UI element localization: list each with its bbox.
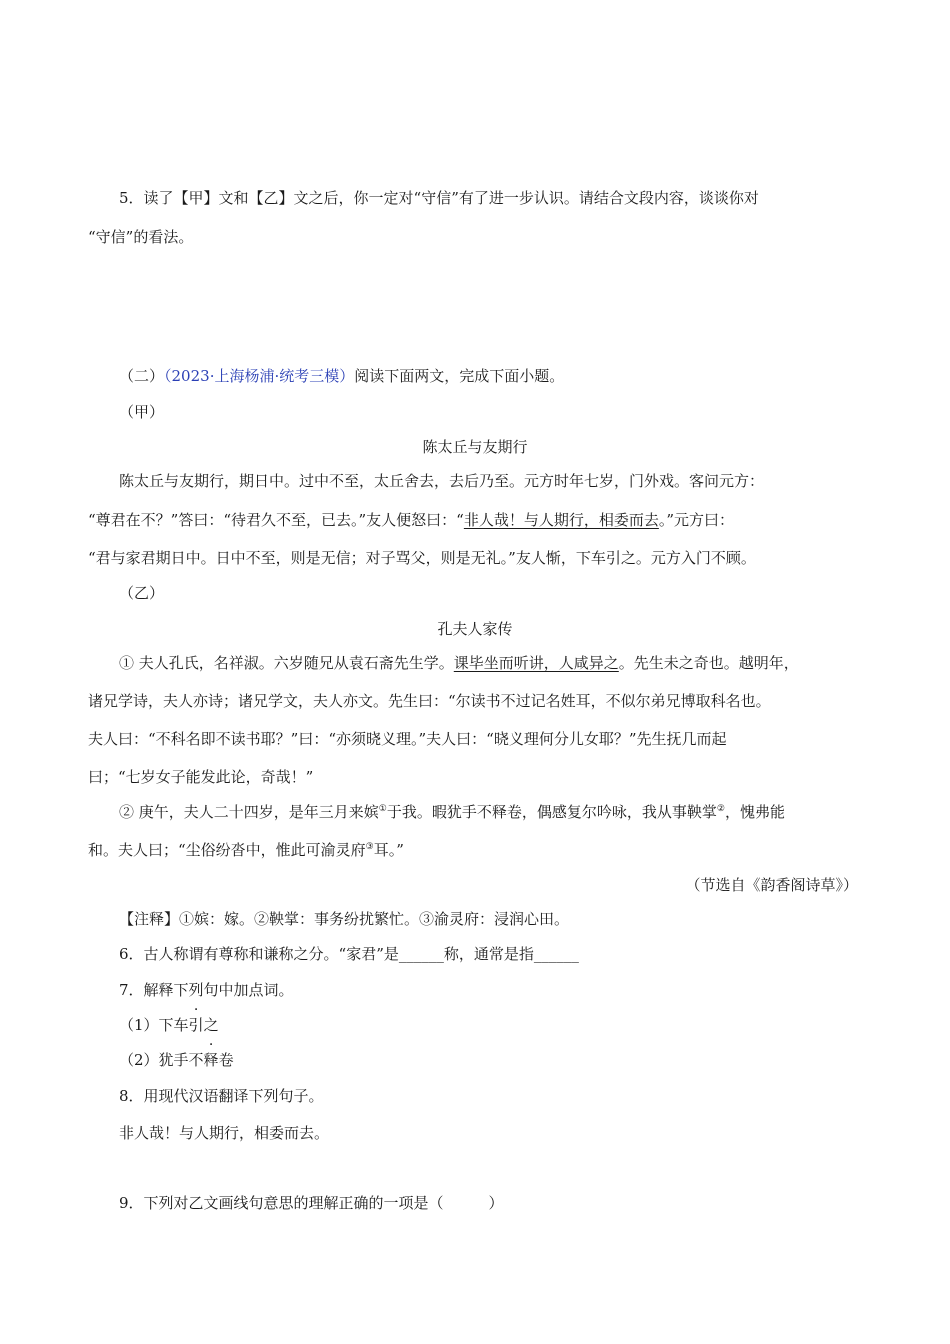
footnote-mark-2: ② bbox=[716, 804, 725, 814]
yi-p1-line1-b: 。先生未之奇也。越明年， bbox=[618, 654, 799, 672]
jia-title: 陈太丘与友期行 bbox=[422, 438, 528, 456]
yi-p1-line1-a: ① 夫人孔氏，名祥淑。六岁随兄从袁石斋先生学。 bbox=[119, 654, 454, 672]
q5-line1: 5．读了【甲】文和【乙】文之后，你一定对“守信”有了进一步认识。请结合文段内容，谈谈你对 bbox=[119, 189, 759, 207]
yi-title: 孔夫人家传 bbox=[437, 620, 513, 638]
yi-p2-line1-c: ，愧弗能 bbox=[724, 803, 785, 821]
q8-stem: 8．用现代汉语翻译下列句子。 bbox=[119, 1087, 324, 1105]
q6: 6．古人称谓有尊称和谦称之分。“家君”是______称，通常是指______ bbox=[119, 945, 579, 963]
jia-label: （甲） bbox=[119, 403, 165, 421]
jia-line2-a: “尊君在不？”答曰：“待君久不至，已去。”友人便怒曰：“ bbox=[88, 511, 464, 529]
dotted-char-yin: 引 bbox=[188, 1016, 204, 1034]
yi-p2-line2 bbox=[88, 840, 404, 860]
yi-underlined-sentence: 课毕坐而听讲，人咸异之 bbox=[453, 654, 619, 672]
section2-instruction: 阅读下面两文，完成下面小题。 bbox=[354, 367, 565, 385]
dotted-char-shi: 释 bbox=[203, 1051, 219, 1069]
footnote-mark-3: ③ bbox=[365, 842, 374, 852]
section2-prefix: （二） bbox=[119, 367, 165, 385]
yi-notes: 【注释】①嫔：嫁。②鞅掌：事务纷扰繁忙。③渝灵府：浸润心田。 bbox=[119, 910, 570, 928]
q7-item1 bbox=[119, 1015, 219, 1035]
jia-line1: 陈太丘与友期行，期日中。过中不至，太丘舍去，去后乃至。元方时年七岁，门外戏。客问元方： bbox=[119, 472, 765, 490]
q5-line2: “守信”的看法。 bbox=[88, 228, 194, 246]
q7-item2 bbox=[119, 1050, 234, 1070]
q8-sentence: 非人哉！与人期行，相委而去。 bbox=[119, 1124, 330, 1142]
section2-source: （2023·上海杨浦·统考三模） bbox=[164, 367, 355, 385]
yi-p2-line2-a: 和。夫人曰；“尘俗纷沓中，惟此可渝灵府 bbox=[88, 841, 366, 859]
yi-p2-line1-b: 于我。暇犹手不释卷，偶感复尔吟咏，我从事鞅掌 bbox=[386, 803, 717, 821]
yi-p1-line3: 夫人曰：“不科名即不读书耶？”曰：“亦须晓义理。”夫人曰：“晓义理何分儿女耶？”先生抚几而起 bbox=[88, 730, 727, 748]
q7-item1-b: 之 bbox=[203, 1016, 219, 1034]
q7-item2-b: 卷 bbox=[218, 1051, 234, 1069]
q7-item2-a: （2）犹手不 bbox=[119, 1051, 204, 1069]
yi-p2-line2-b: 耳。” bbox=[373, 841, 404, 859]
jia-line2-b: 。”元方曰： bbox=[658, 511, 735, 529]
jia-line3: “君与家君期日中。日中不至，则是无信；对子骂父，则是无礼。”友人惭，下车引之。元方入门不顾。 bbox=[88, 549, 756, 567]
section2-heading bbox=[119, 366, 564, 386]
jia-underlined-sentence: 非人哉！与人期行，相委而去 bbox=[463, 511, 659, 529]
yi-p1-line1 bbox=[119, 653, 799, 673]
q7-stem: 7．解释下列句中加点词。 bbox=[119, 981, 294, 999]
q9: 9．下列对乙文画线句意思的理解正确的一项是（ ） bbox=[119, 1194, 504, 1212]
yi-p1-line2: 诸兄学诗，夫人亦诗；诸兄学文，夫人亦文。先生曰：“尔读书不过记名姓耳，不似尔弟兄博取科名也。 bbox=[88, 692, 771, 710]
yi-label: （乙） bbox=[119, 584, 165, 602]
q7-item1-a: （1）下车 bbox=[119, 1016, 189, 1034]
yi-source-note: （节选自《韵香阁诗草》） bbox=[685, 876, 858, 894]
yi-p2-line1 bbox=[119, 802, 785, 822]
footnote-mark-1: ① bbox=[378, 804, 387, 814]
yi-p1-line4: 曰；“七岁女子能发此论，奇哉！” bbox=[88, 768, 314, 786]
jia-line2 bbox=[88, 510, 734, 530]
yi-p2-line1-a: ② 庚午，夫人二十四岁，是年三月来嫔 bbox=[119, 803, 379, 821]
